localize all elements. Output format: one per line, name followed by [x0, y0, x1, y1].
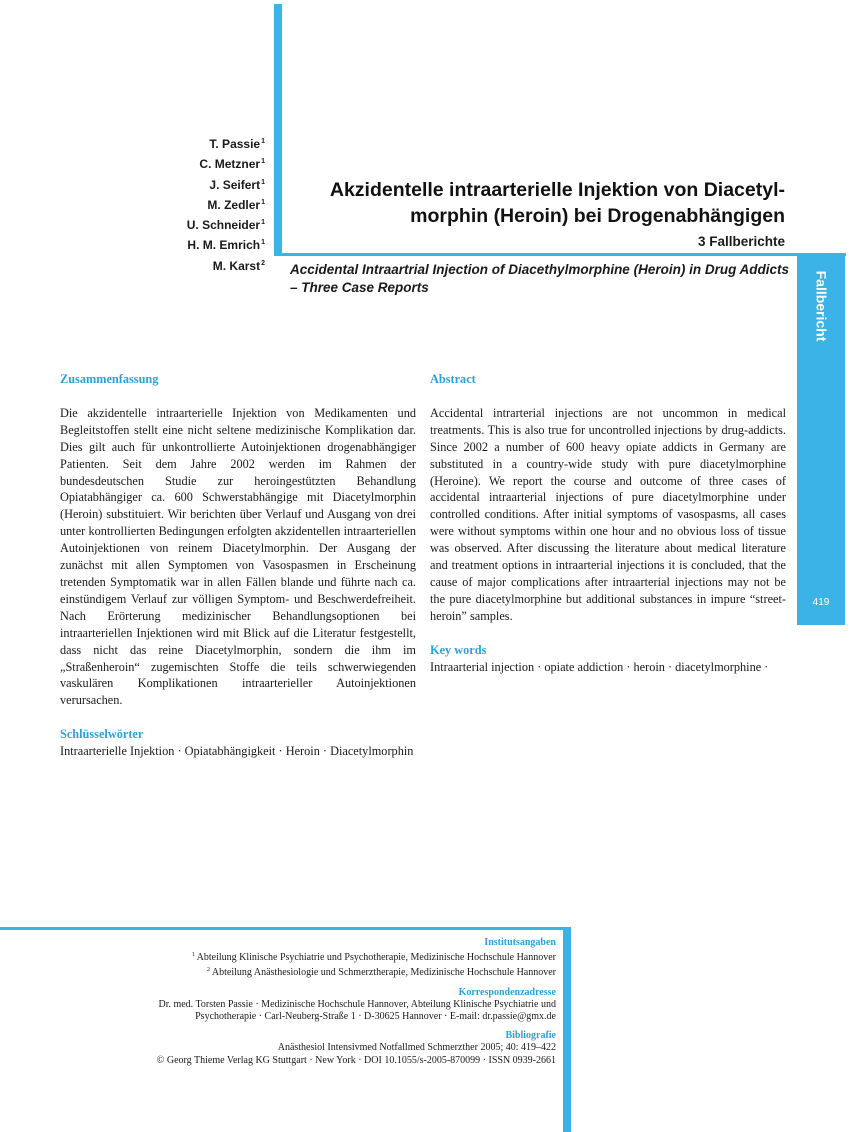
correspondence-line: Dr. med. Torsten Passie · Medizinische Hochschule Hannover, Abteilung Klinische Psychiatrie und — [158, 998, 556, 1010]
header-vertical-bar — [274, 4, 282, 255]
english-abstract-heading: Abstract — [430, 372, 476, 386]
affiliation: $^1$ Abteilung Klinische Psychiatrie und Psychotherapie, Medizinische Hochschule Hannover — [191, 952, 556, 964]
author-list — [120, 133, 265, 275]
page-number: 419 — [812, 597, 830, 608]
article-footer — [40, 937, 556, 1067]
english-title: Accidental Intraartrial Injection of Diacethylmorphine (Heroin) in Drug Addicts – Three Case Reports — [290, 262, 790, 295]
author: T. Passie$^1$ — [209, 137, 265, 151]
footer-vertical-bar — [563, 927, 571, 1132]
german-keywords: Intraarterielle Injektion · Opiatabhängigkeit · Heroin · Diacetylmorphin — [60, 744, 414, 759]
german-abstract-heading: Zusammenfassung — [60, 372, 159, 386]
footer-horizontal-bar — [0, 927, 571, 930]
section-label: Fallbericht — [813, 270, 830, 342]
bibliography-line: Anästhesiol Intensivmed Notfallmed Schmerzther 2005; 40: 419–422 — [277, 1042, 556, 1054]
article-subtitle: 3 Fallberichte — [697, 234, 785, 249]
author: M. Zedler$^1$ — [207, 197, 265, 212]
correspondence-line: Psychotherapie · Carl-Neuberg-Straße 1 · D-30625 Hannover · E-mail: dr.passie@gmx.de — [195, 1011, 556, 1023]
german-keywords-heading: Schlüsselwörter — [60, 727, 144, 742]
bibliography-heading: Bibliografie — [505, 1030, 556, 1042]
institutions-heading: Institutsangaben — [484, 937, 556, 948]
german-abstract — [60, 371, 416, 760]
header-horizontal-bar — [274, 253, 846, 256]
english-abstract — [430, 371, 786, 676]
author: U. Schneider$^1$ — [186, 218, 265, 233]
author: M. Karst$^2$ — [212, 258, 265, 273]
english-keywords-heading: Key words — [430, 642, 487, 657]
german-abstract-text: Die akzidentelle intraarterielle Injektion von Medikamenten und Begleitstoffen stellt eine nicht seltene medizinische Komplikation dar. Dies gilt auch für unkontrollierte Autoinjektionen drogenabhängiger Patienten. Seit dem Jahre 2002 werden im Rahmen der bundesdeutschen Studie zur heroingestützten Behandlung Opiatabhängiger ca. 600 Schwerstabhängige mit Diacetylmorphin (Heroin) substituiert. Wir berichten über Verlauf und Ausgang von drei unter kontrollierten Bedingungen erfolgten akzidentellen intraarteriellen Autoinjektionen von reinem Diacetylmorphin. Der Ausgang der zunächst mit allen Symptomen von Vasospasmen in Erscheinung tretenden Symptomatik war in allen Fällen blande und führte nach ca. einstündigem Verlauf zur völligen Symptom- und Beschwerdefreiheit. Nach Erörterung medizinischer Behandlungsoptionen bei intraarteriellen Injektionen wird mit Blick auf die Literatur festgestellt, dass nicht das reine Diacetylmorphin, sondern die ihm im „Straßenheroin“ zugemischten Stoffe die teils schwerwiegenden vaskulären Komplikationen intraarterieller Autoinjektionen verursachen. — [60, 405, 416, 708]
author: C. Metzner$^1$ — [199, 157, 265, 172]
bibliography-line: © Georg Thieme Verlag KG Stuttgart · New York · DOI 10.1055/s-2005-870099 · ISSN 0939-2661 — [156, 1054, 556, 1066]
english-abstract-text: Accidental intrarterial injections are not uncommon in medical treatments. This is also true for uncontrolled injections by drug-addicts. Since 2002 a number of 600 heavy opiate addicts in Germany are substituted in a country-wide study with pure diacetylmorphine (Heroine). We report the course and outcome of three cases of accidental intraarterial injections of pure diacetylmorphine under controlled conditions. After initial symptoms of vasospasms, all cases were without symptoms within one hour and no obvious loss of tissue was observed. After discussing the literature about medical literature and treatment options in intraarterial injections it is concluded, that the cause of major complications after intraarterial injections may not be the pure diacetylmorphine but additional substances in impure “street-heroin” samples. — [430, 405, 786, 623]
article-title: Akzidentelle intraarterielle Injektion von Diacetyl- morphin (Heroin) bei Drogenabhängigen — [329, 179, 785, 227]
affiliation: $^2$ Abteilung Anästhesiologie und Schmerztherapie, Medizinische Hochschule Hannover — [206, 967, 556, 979]
author: H. M. Emrich$^1$ — [187, 238, 265, 253]
correspondence-heading: Korrespondenzadresse — [458, 986, 556, 998]
author: J. Seifert$^1$ — [209, 177, 265, 192]
english-keywords: Intraarterial injection · opiate addiction · heroin · diacetylmorphine · — [430, 659, 769, 674]
